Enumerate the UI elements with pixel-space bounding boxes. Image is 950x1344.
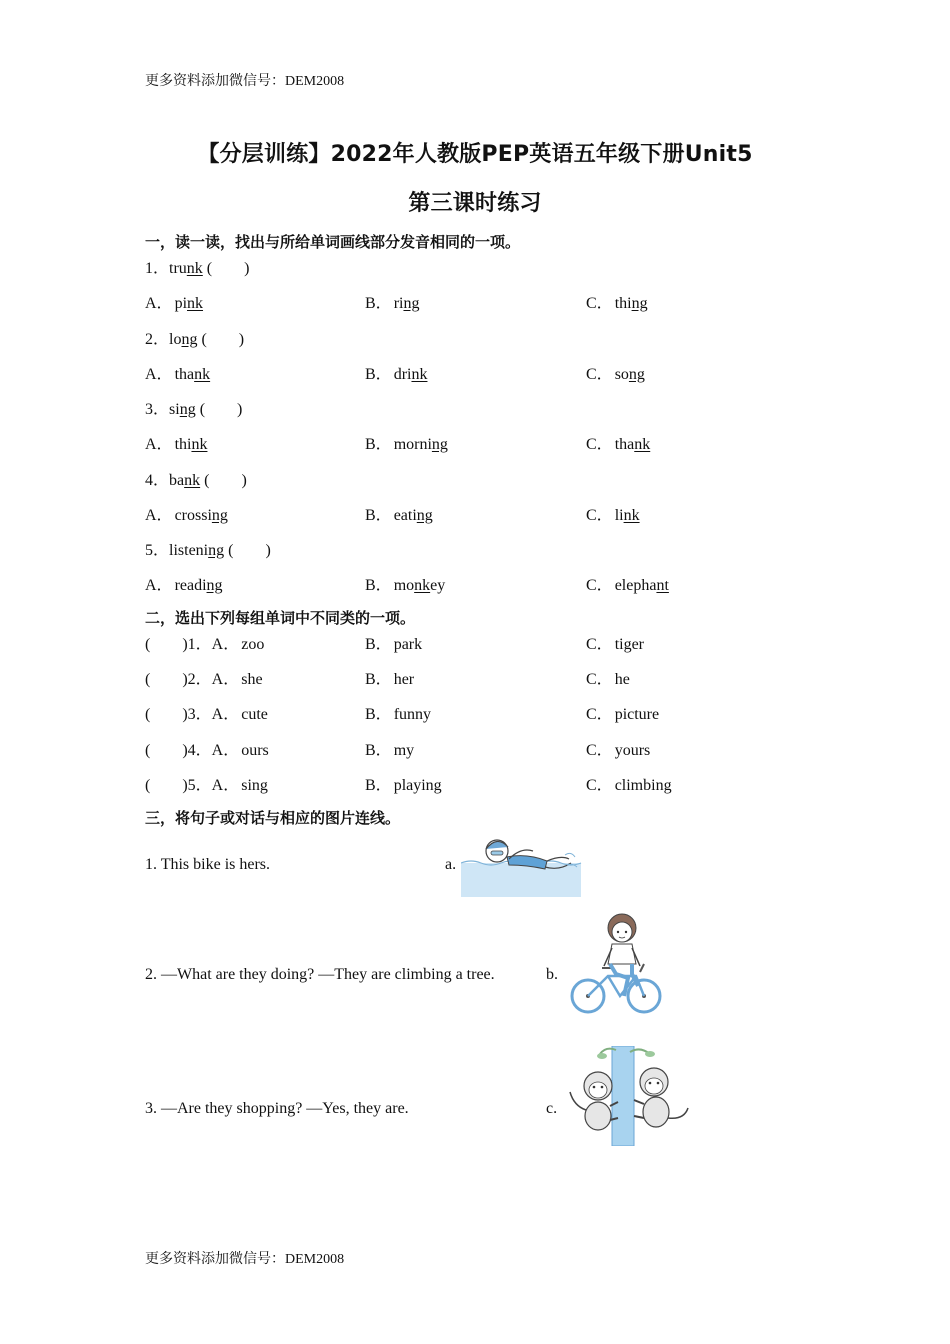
option-word: funny [393,706,432,724]
section1-heading: 一，读一读，找出与所给单词画线部分发音相同的一项。 [145,233,521,251]
picture-label: a. [445,856,457,873]
option-label: B． [365,506,392,524]
option-word-start: eati [393,506,417,524]
question-number: 2． [145,330,170,348]
option-item [145,572,223,595]
option-word: climbing [614,776,672,794]
question-stem [145,255,249,278]
item-option-b [365,701,431,724]
underlined-sound: ng [208,542,225,559]
item-option-a [145,772,268,795]
page-subtitle: 第三课时练习 [408,191,542,216]
underlined-sound: nk [187,295,204,312]
underlined-sound: nt [656,577,669,594]
question-stem [145,396,242,419]
item-option-c [586,631,644,654]
option-label: B． [365,365,392,383]
option-item [586,431,650,454]
underlined-sound: ng [628,365,645,383]
option-word: sing [241,776,268,794]
underlined-sound: nk [411,365,428,383]
item-option-c [586,772,672,795]
option-item [365,431,448,454]
footer-note: 更多资料添加微信号：DEM2008 [145,1252,345,1267]
option-label: B． [365,741,392,759]
option-word: she [241,671,263,689]
question-word-start: tru [169,260,187,277]
page-title: 【分层训练】2022年人教版PEP英语五年级下册Unit5 [197,142,753,167]
option-item [365,572,445,595]
underlined-sound: nk [184,471,201,489]
option-item [145,361,210,384]
option-word-start: mo [393,577,415,594]
underlined-sound: nk [623,506,640,524]
option-label: C． [586,577,613,594]
match-sentence: 1. This bike is hers. [145,856,271,873]
option-item [145,431,207,454]
underlined-sound: nk [194,365,211,383]
underlined-sound: ng [181,330,198,348]
question-number: 5． [145,542,170,559]
answer-blank[interactable]: ( ) [202,260,250,277]
header-note: 更多资料添加微信号：DEM2008 [145,74,345,89]
underlined-sound: ng [431,436,448,453]
option-word: he [614,671,630,689]
answer-blank[interactable]: ( ) [195,401,243,418]
answer-blank[interactable]: ( ) [200,471,247,489]
option-label: C． [586,636,613,653]
picture-label: c. [546,1100,558,1117]
match-sentence: 3. —Are they shopping? —Yes, they are. [145,1100,409,1117]
option-word: picture [614,706,660,724]
underlined-sound: ng [416,506,433,524]
item-prefix[interactable]: ( )5．A． [145,776,240,794]
question-stem [145,537,271,560]
item-option-a [145,737,269,760]
option-word: yours [614,741,651,759]
answer-blank[interactable]: ( ) [197,330,245,348]
item-option-b [365,772,442,795]
item-option-c [586,666,630,689]
underlined-sound: nk [186,260,203,277]
item-option-a [145,631,264,654]
question-word-start: ba [169,471,185,489]
question-word-start: si [169,401,180,418]
option-word: my [393,741,415,759]
option-word: her [393,671,415,689]
option-word-start: thi [614,295,632,312]
option-label: C． [586,671,613,689]
option-label: C． [586,706,613,724]
option-word-end: ey [430,577,446,594]
option-label: B． [365,776,392,794]
option-word: ours [241,741,269,759]
option-label: B． [365,577,392,594]
underlined-sound: nk [414,577,431,594]
option-label: C． [586,365,613,383]
underlined-sound: ng [211,506,228,524]
option-label: C． [586,741,613,759]
item-prefix[interactable]: ( )4．A． [145,741,240,759]
item-prefix[interactable]: ( )3．A． [145,706,240,724]
option-item [586,361,645,384]
option-label: C． [586,436,613,453]
monkeys-climbing-tree-picture [566,1046,692,1146]
option-word-start: tha [174,365,195,383]
question-number: 4． [145,471,170,489]
girl-riding-bike-picture [566,912,666,1016]
option-label: B． [365,671,392,689]
option-item [586,502,640,525]
option-word-start: thi [174,436,192,453]
option-word-start: crossi [174,506,212,524]
item-prefix[interactable]: ( )2．A． [145,671,240,689]
option-item [145,502,228,525]
item-option-b [365,631,422,654]
option-word: playing [393,776,442,794]
option-label: C． [586,506,613,524]
section3-heading: 三，将句子或对话与相应的图片连线。 [145,809,401,827]
option-label: A． [145,506,173,524]
option-word-start: ri [393,295,404,312]
question-word-start: lo [169,330,182,348]
option-word: tiger [614,636,645,653]
question-number: 1． [145,260,170,277]
question-stem [145,326,244,349]
option-item [145,290,203,313]
underlined-sound: ng [403,295,420,312]
option-word: zoo [241,636,265,653]
item-option-c [586,737,650,760]
option-word-start: tha [614,436,635,453]
option-word-start: pi [174,295,188,312]
option-word-start: readi [174,577,207,594]
option-item [586,572,669,595]
option-label: B． [365,295,392,312]
question-stem [145,467,247,490]
option-label: B． [365,706,392,724]
item-prefix[interactable]: ( )1．A． [145,636,240,653]
option-word: cute [241,706,268,724]
underlined-sound: nk [191,436,208,453]
option-item [365,502,433,525]
section2-heading: 二，选出下列每组单词中不同类的一项。 [145,609,416,627]
answer-blank[interactable]: ( ) [224,542,271,559]
option-word-start: dri [393,365,412,383]
option-word: park [393,636,423,653]
swimming-child-picture [461,833,583,899]
option-label: A． [145,365,173,383]
option-label: C． [586,295,613,312]
option-word-start: so [614,365,629,383]
option-label: A． [145,436,173,453]
option-word-start: elepha [614,577,657,594]
option-item [365,361,427,384]
picture-label: b. [546,966,558,983]
option-item [365,290,419,313]
underlined-sound: ng [206,577,223,594]
underlined-sound: ng [631,295,648,312]
underlined-sound: ng [179,401,196,418]
option-label: B． [365,636,392,653]
option-label: A． [145,295,173,312]
match-sentence: 2. —What are they doing? —They are climbing a tree. [145,966,495,983]
question-word-start: listeni [169,542,209,559]
option-word-start: morni [393,436,432,453]
underlined-sound: nk [634,436,651,453]
option-label: B． [365,436,392,453]
question-number: 3． [145,401,170,418]
option-word-start: li [614,506,624,524]
item-option-c [586,701,659,724]
option-item [586,290,648,313]
option-label: A． [145,577,173,594]
item-option-a [145,666,263,689]
option-label: C． [586,776,613,794]
item-option-a [145,701,268,724]
item-option-b [365,737,414,760]
item-option-b [365,666,414,689]
